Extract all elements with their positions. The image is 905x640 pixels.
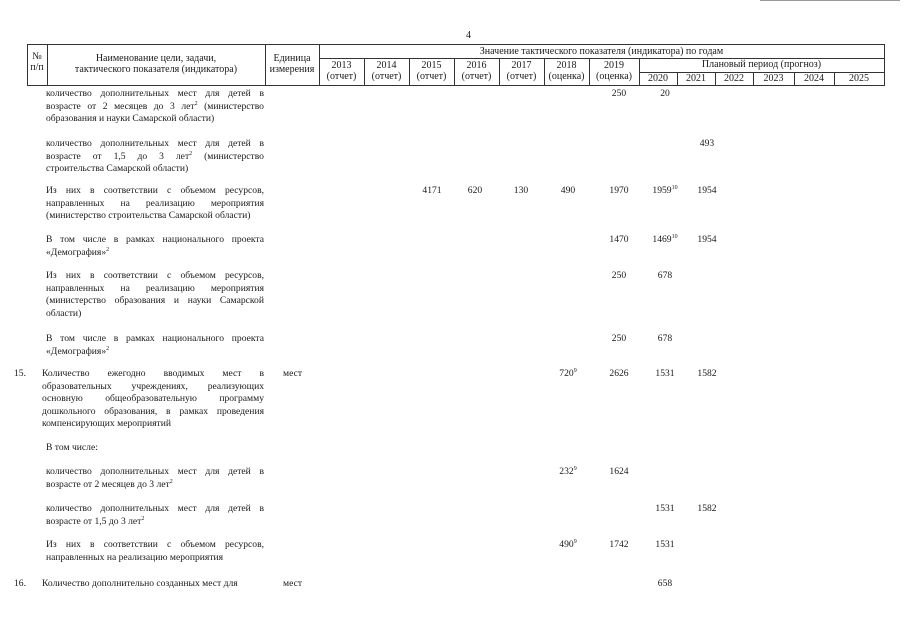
cell-2018: $232^9$ — [559, 465, 577, 477]
header-unit: Единица измерения — [269, 53, 315, 75]
year-label: 2018 — [556, 60, 577, 71]
header-year-2017 — [499, 60, 544, 82]
header-plan-year-2025: 2025 — [849, 73, 869, 84]
row-name: Из них в соответствии с объемом ресурсов, направленных на реализацию мероприятия — [46, 539, 264, 563]
cell-2019: 250 — [611, 88, 627, 99]
cell-2019: 2626 — [609, 368, 629, 379]
row-name: количество дополнительных мест для детей в возрасте от 2 месяцев до 3 лет$^2$ (министерство образования и науки Самарской области) — [46, 88, 264, 125]
header-year-2015 — [409, 60, 454, 82]
cell-2018: $490^9$ — [559, 538, 577, 550]
row-name: количество дополнительных мест для детей в возрасте от 2 месяцев до 3 лет$^2$ — [46, 466, 264, 490]
cell-2018: $720^9$ — [559, 367, 577, 379]
row-unit: мест — [283, 578, 303, 589]
cell-2020: 1469$^{10}$ — [652, 233, 678, 245]
cell-2020: 1959$^{10}$ — [652, 184, 678, 196]
row-name: Количество дополнительно созданных мест для — [42, 578, 238, 589]
row-name: Количество ежегодно вводимых мест в образовательных учреждениях, реализующих основную общеобразовательную программу дошкольного образования, в рамках проведения компенсирующих мероприятий — [42, 368, 264, 430]
page-number: 4 — [466, 30, 471, 41]
row-unit: мест — [283, 368, 303, 379]
cell-2020: 1531 — [655, 503, 675, 514]
cell-2019: 1742 — [609, 539, 629, 550]
header-plan-year-2020: 2020 — [648, 73, 668, 84]
cell-2019: 250 — [611, 333, 627, 344]
year-sub: (отчет) — [326, 71, 357, 82]
header-plan-year-2021: 2021 — [686, 73, 706, 84]
cell-2015: 4171 — [422, 185, 442, 196]
header-plan-year-2022: 2022 — [724, 73, 744, 84]
row-name: Из них в соответствии с объемом ресурсов, направленных на реализацию мероприятия (министерство образования и науки Самарской области) — [46, 270, 264, 319]
cell-2020: 678 — [657, 333, 673, 344]
cell-2019: 250 — [611, 270, 627, 281]
header-plan-year-2024: 2024 — [804, 73, 824, 84]
cell-2021: 1954 — [697, 185, 717, 196]
year-sub: (отчет) — [416, 71, 447, 82]
header-year-2013 — [319, 60, 364, 82]
row-name: количество дополнительных мест для детей в возрасте от 1,5 до 3 лет$^2$ — [46, 503, 264, 527]
year-label: 2019 — [604, 60, 624, 71]
row-number: 16. — [14, 578, 26, 589]
cell-2019: 1970 — [609, 185, 629, 196]
header-name: Наименование цели, задачи, тактического показателя (индикатора) — [74, 53, 238, 75]
year-sub: (отчет) — [506, 71, 537, 82]
cell-2021: 1954 — [697, 234, 717, 245]
year-label: 2016 — [466, 60, 487, 71]
row-number: 15. — [14, 368, 26, 379]
year-sub: (оценка) — [548, 71, 585, 82]
year-label: 2015 — [421, 60, 442, 71]
cell-2021: 1582 — [697, 503, 717, 514]
cell-2019: 1624 — [609, 466, 629, 477]
cell-2020: 1531 — [655, 368, 675, 379]
cell-2021: 493 — [699, 138, 715, 149]
row-name: В том числе в рамках национального проекта «Демография»$^2$ — [46, 333, 264, 357]
cell-2017: 130 — [513, 185, 529, 196]
cell-2020: 1531 — [655, 539, 675, 550]
top-border-line — [760, 0, 900, 1]
cell-2020: 658 — [657, 578, 673, 589]
table-header — [27, 44, 885, 86]
year-sub: (отчет) — [461, 71, 492, 82]
cell-2021: 1582 — [697, 368, 717, 379]
year-sub: (отчет) — [371, 71, 402, 82]
header-year-2018 — [544, 60, 589, 82]
row-name: количество дополнительных мест для детей в возрасте от 1,5 до 3 лет$^2$ (министерство строительства Самарской области) — [46, 138, 264, 175]
header-year-2016 — [454, 60, 499, 82]
header-plan-year-2023: 2023 — [763, 73, 784, 84]
header-no: № п/п — [30, 51, 44, 73]
year-label: 2014 — [376, 60, 397, 71]
year-sub: (оценка) — [596, 71, 632, 82]
row-name: Из них в соответствии с объемом ресурсов, направленных на реализацию мероприятия (министерство строительства Самарской области) — [46, 185, 264, 222]
row-name: В том числе в рамках национального проекта «Демография»$^2$ — [46, 234, 264, 258]
year-label: 2017 — [511, 60, 532, 71]
cell-2020: 20 — [660, 88, 670, 99]
cell-2020: 678 — [657, 270, 673, 281]
header-year-2014 — [364, 60, 409, 82]
header-values-title: Значение тактического показателя (индикатора) по годам — [479, 46, 724, 57]
row-name: В том числе: — [46, 442, 98, 453]
header-year-2019 — [589, 60, 639, 82]
cell-2019: 1470 — [609, 234, 629, 245]
cell-2016: 620 — [467, 185, 483, 196]
year-label: 2013 — [331, 60, 352, 71]
cell-2018: 490 — [560, 185, 576, 196]
header-plan-title: Плановый период (прогноз) — [701, 59, 822, 70]
